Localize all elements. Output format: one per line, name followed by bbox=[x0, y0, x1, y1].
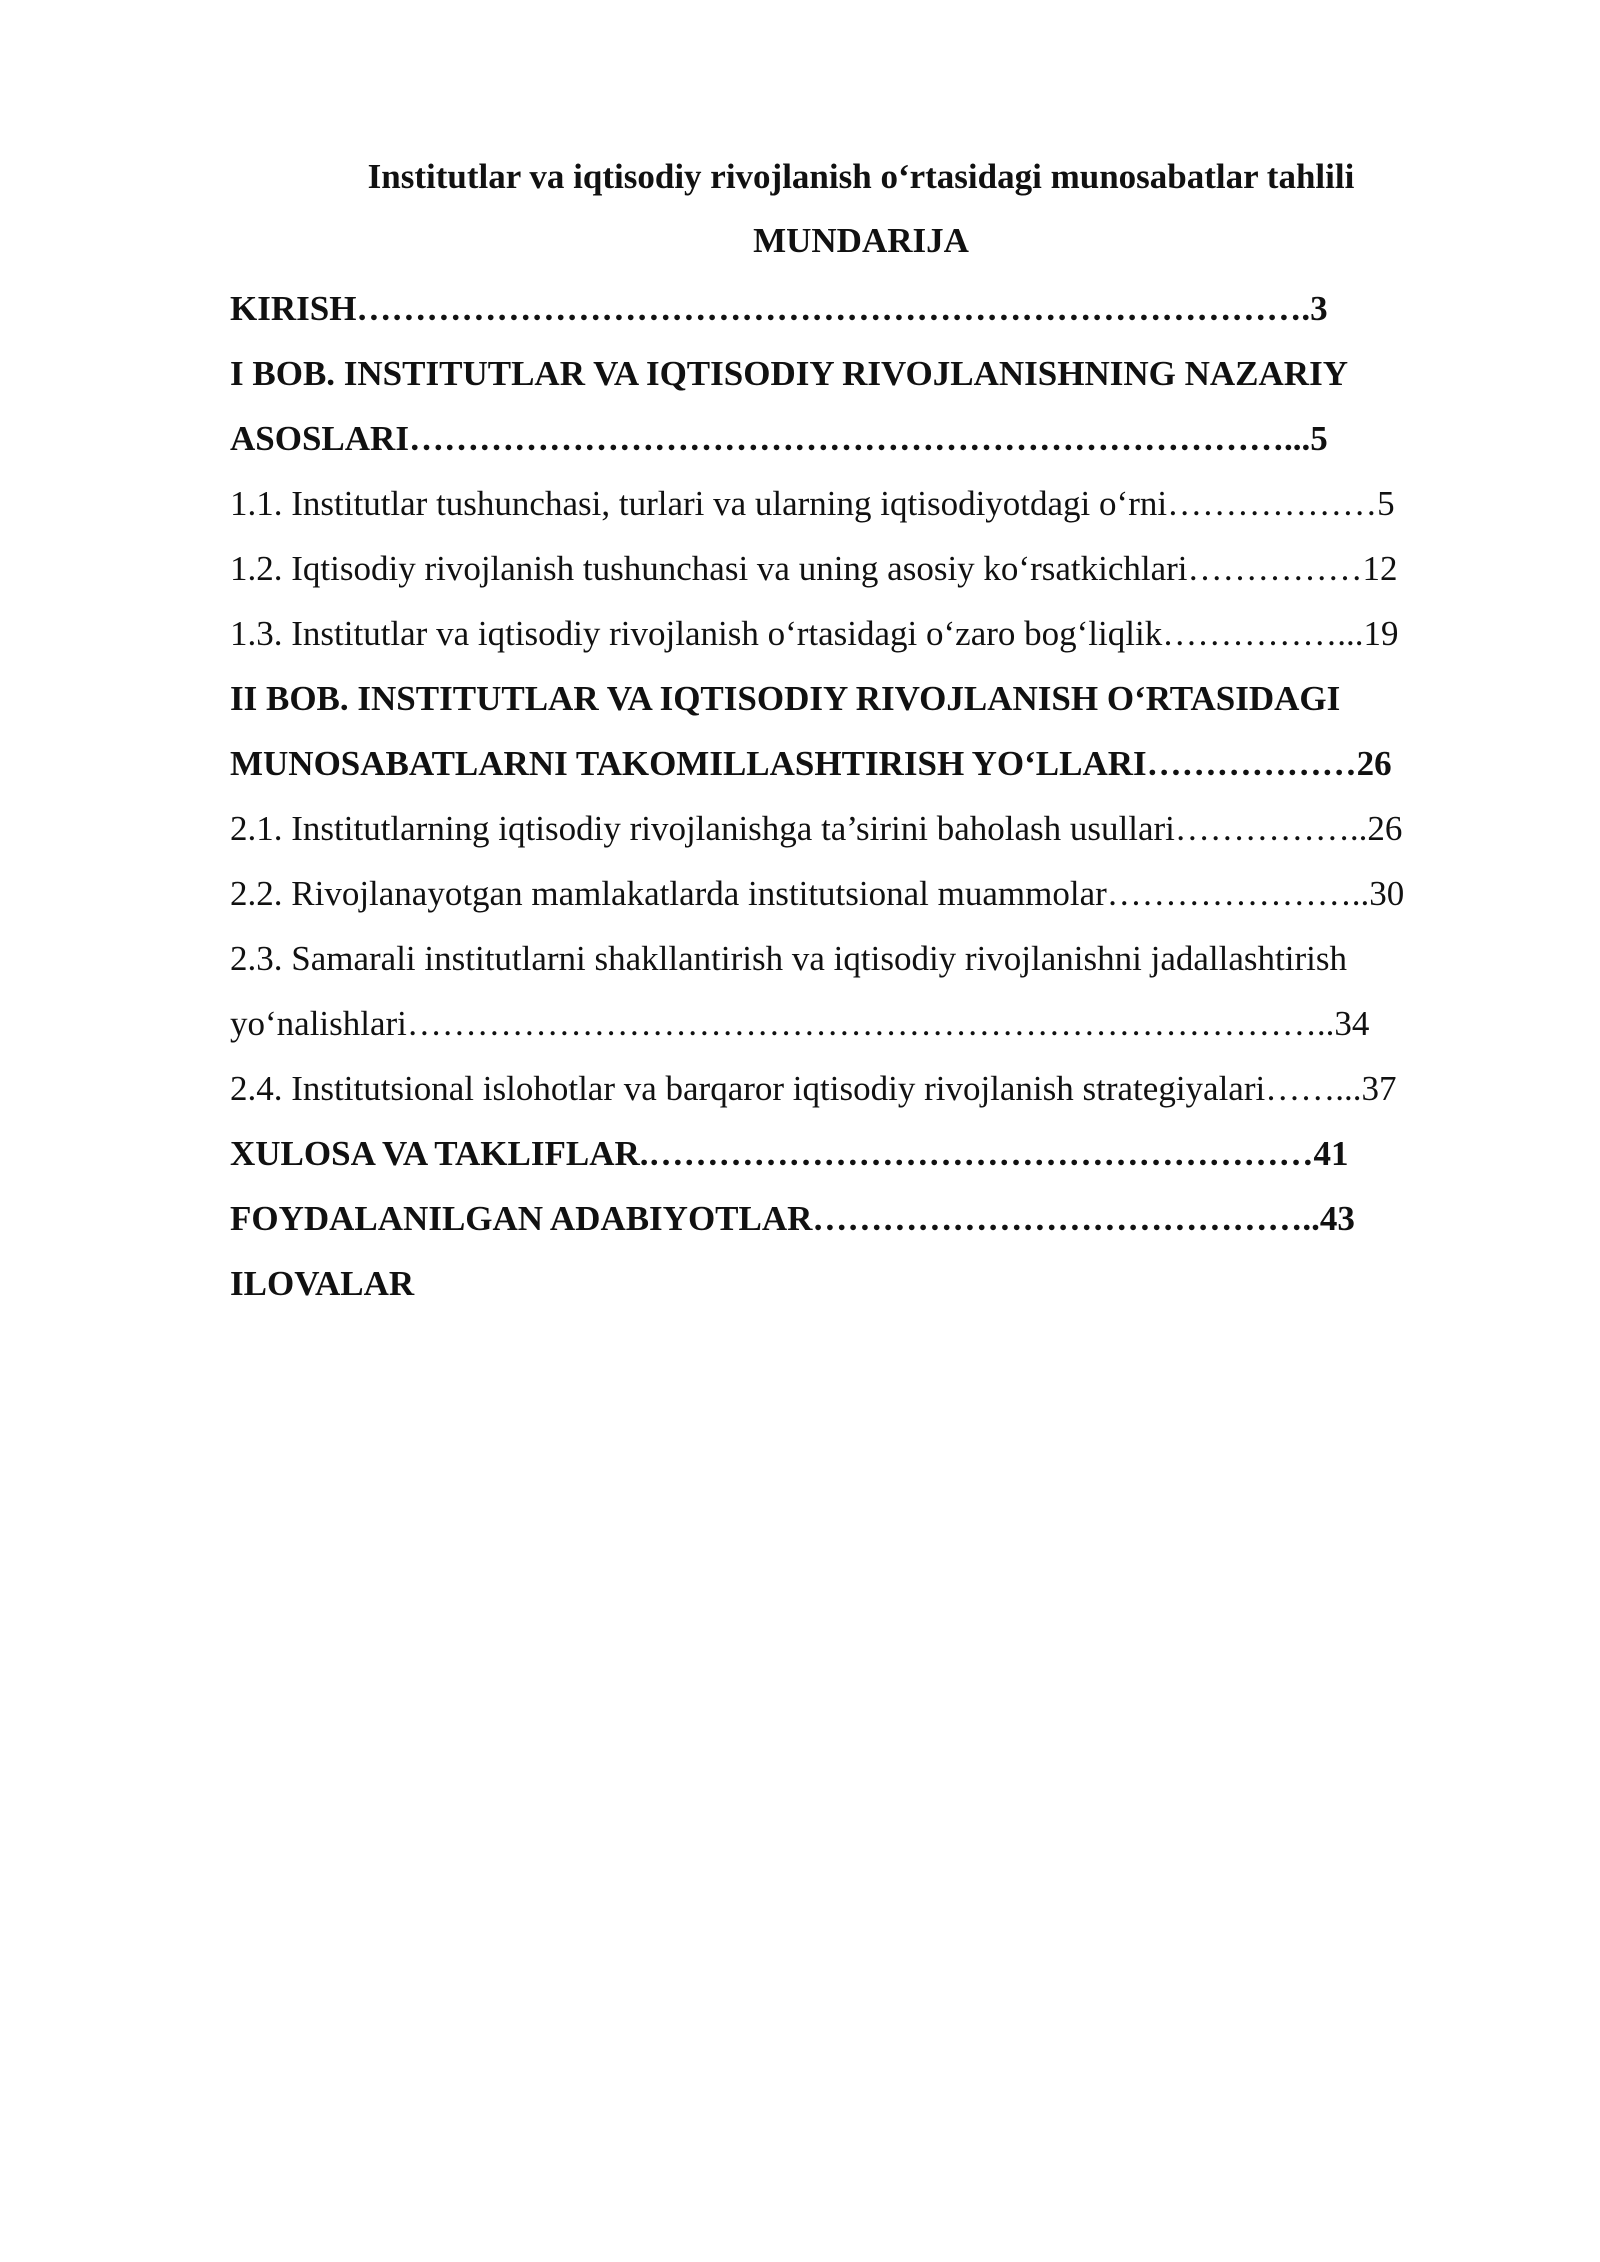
toc-entry-1-1 bbox=[230, 471, 1492, 536]
toc-entry-text: II BOB. INSTITUTLAR VA IQTISODIY RIVOJLANISH O‘RTASIDAGI bbox=[230, 679, 1341, 718]
toc-entry-text: KIRISH……………………………………………………………………….3 bbox=[230, 289, 1328, 328]
toc-entry-ilovalar bbox=[230, 1251, 1492, 1316]
toc-entry-text: I BOB. INSTITUTLAR VA IQTISODIY RIVOJLANISHNING NAZARIY bbox=[230, 354, 1348, 393]
toc-entry-text: MUNOSABATLARNI TAKOMILLASHTIRISH YO‘LLARI………………26 bbox=[230, 744, 1392, 783]
toc-entry-chapter-2-cont bbox=[230, 731, 1492, 796]
table-of-contents bbox=[230, 276, 1492, 1316]
toc-entry-text: ASOSLARI…………………………………………………………………...5 bbox=[230, 419, 1328, 458]
toc-entry-text: 2.4. Institutsional islohotlar va barqaror iqtisodiy rivojlanish strategiyalari……...37 bbox=[230, 1069, 1397, 1108]
toc-entry-text: XULOSA VA TAKLIFLAR.…………………………………………………41 bbox=[230, 1134, 1349, 1173]
toc-entry-kirish bbox=[230, 276, 1492, 341]
toc-entry-text: yo‘nalishlari……………………………………………………………………..34 bbox=[230, 1004, 1370, 1043]
toc-entry-2-2 bbox=[230, 861, 1492, 926]
toc-entry-text: 2.3. Samarali institutlarni shakllantirish va iqtisodiy rivojlanishni jadallashtirish bbox=[230, 939, 1347, 978]
toc-entry-adabiyotlar bbox=[230, 1186, 1492, 1251]
toc-entry-xulosa bbox=[230, 1121, 1492, 1186]
toc-entry-chapter-1-cont bbox=[230, 406, 1492, 471]
document-title: Institutlar va iqtisodiy rivojlanish o‘rtasidagi munosabatlar tahlili bbox=[367, 157, 1355, 196]
toc-entry-text: 2.1. Institutlarning iqtisodiy rivojlanishga ta’sirini baholash usullari……………..26 bbox=[230, 809, 1403, 848]
toc-entry-text: 1.1. Institutlar tushunchasi, turlari va ularning iqtisodiyotdagi o‘rni………………5 bbox=[230, 484, 1395, 523]
toc-entry-text: ILOVALAR bbox=[230, 1264, 415, 1303]
toc-entry-2-3 bbox=[230, 926, 1492, 991]
toc-entry-text: 2.2. Rivojlanayotgan mamlakatlarda institutsional muammolar…………………..30 bbox=[230, 874, 1405, 913]
toc-entry-2-3-cont bbox=[230, 991, 1492, 1056]
toc-heading: MUNDARIJA bbox=[753, 221, 969, 260]
toc-entry-1-3 bbox=[230, 601, 1492, 666]
toc-entry-2-1 bbox=[230, 796, 1492, 861]
toc-entry-text: 1.3. Institutlar va iqtisodiy rivojlanish o‘rtasidagi o‘zaro bog‘liqlik……………...19 bbox=[230, 614, 1399, 653]
toc-entry-chapter-2 bbox=[230, 666, 1492, 731]
toc-entry-text: FOYDALANILGAN ADABIYOTLAR……………………………………..43 bbox=[230, 1199, 1355, 1238]
toc-entry-chapter-1 bbox=[230, 341, 1492, 406]
toc-entry-2-4 bbox=[230, 1056, 1492, 1121]
toc-entry-1-2 bbox=[230, 536, 1492, 601]
toc-entry-text: 1.2. Iqtisodiy rivojlanish tushunchasi va uning asosiy ko‘rsatkichlari……………12 bbox=[230, 549, 1398, 588]
